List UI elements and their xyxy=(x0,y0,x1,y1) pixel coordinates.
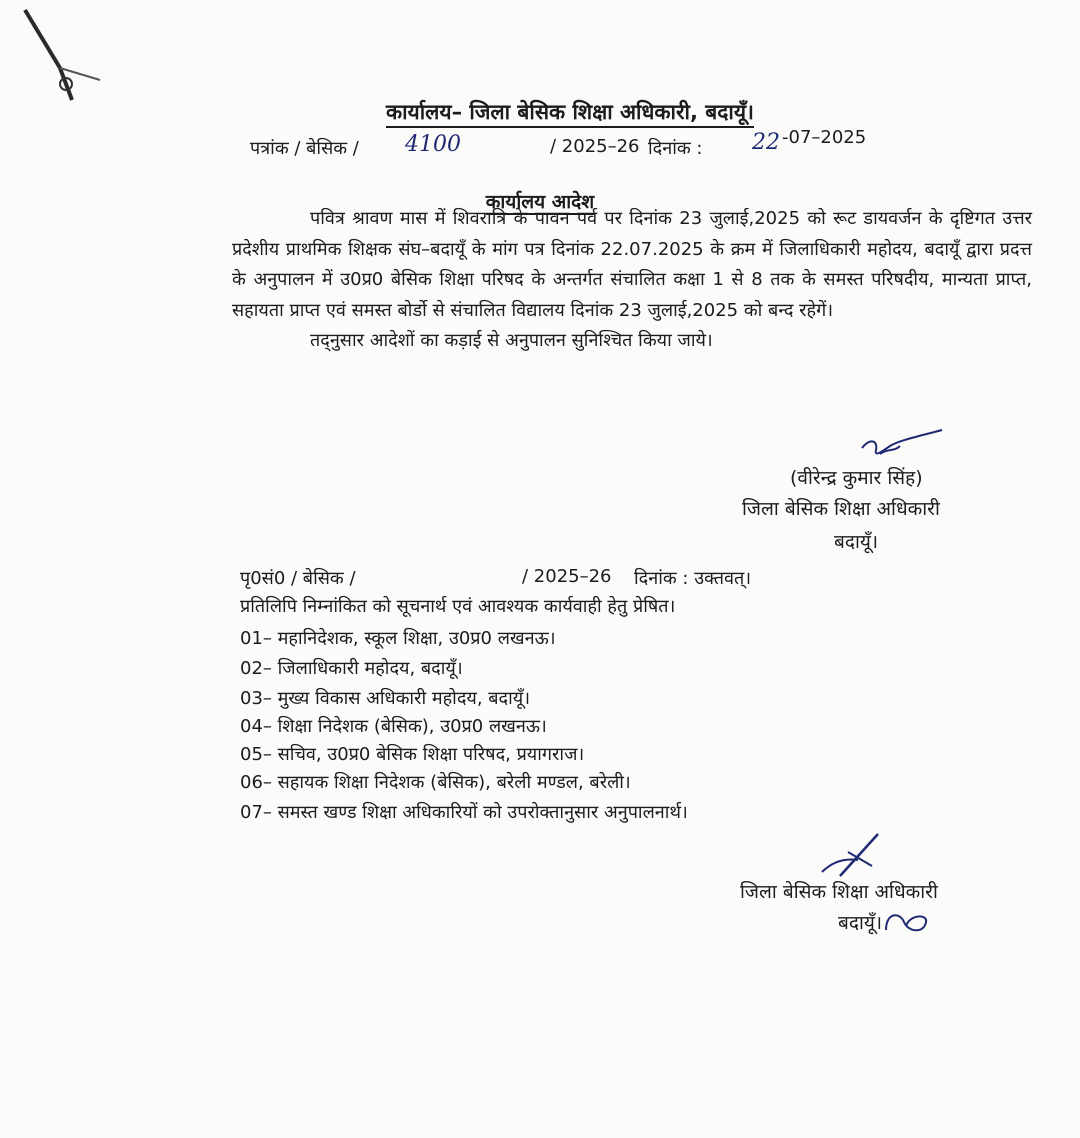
signature-mark-icon xyxy=(860,428,950,468)
closing-place: बदायूँ। xyxy=(838,912,883,934)
pin-mark-icon xyxy=(20,8,110,103)
initial-mark-icon xyxy=(880,908,930,938)
letter-date-rest: -07–2025 xyxy=(782,127,867,148)
copy-list-item: 06– सहायक शिक्षा निदेशक (बेसिक), बरेली मण्डल, बरेली। xyxy=(240,772,631,793)
order-heading: कार्यालय आदेश xyxy=(485,191,595,213)
signatory-name: (वीरेन्द्र कुमार सिंह) xyxy=(790,467,923,489)
letter-date-label: दिनांक : xyxy=(648,138,703,159)
copy-list-item: 05– सचिव, उ0प्र0 बेसिक शिक्षा परिषद, प्रयागराज। xyxy=(240,744,585,765)
copy-list-item: 02– जिलाधिकारी महोदय, बदायूँ। xyxy=(240,658,463,679)
order-compliance: तद्नुसार आदेशों का कड़ाई से अनुपालन सुनिश्चित किया जाये। xyxy=(310,330,713,351)
order-body xyxy=(232,204,1032,357)
signature-mark-icon xyxy=(818,832,888,882)
office-title: कार्यालय– जिला बेसिक शिक्षा अधिकारी, बदायूँ। xyxy=(0,98,1080,126)
order-paragraph: पवित्र श्रावण मास में शिवरात्रि के पावन पर्व पर दिनांक 23 जुलाई,2025 को रूट डायवर्जन के दृष्टिगत उत्तर प्रदेशीय प्राथमिक शिक्षक संघ–बदायूँ के मांग पत्र दिनांक 22.07.2025 के क्रम में जिलाधिकारी महोदय, बदायूँ द्वारा प्रदत्त के अनुपालन में उ0प्र0 बेसिक शिक्षा परिषद के अन्तर्गत संचालित कक्षा 1 से 8 तक के समस्त परिषदीय, मान्यता प्राप्त, सहायता प्राप्त एवं समस्त बोर्डो से संचालित विद्यालय दिनांक 23 जुलाई,2025 को बन्द रहेगें। xyxy=(232,208,1032,321)
closing-designation: जिला बेसिक शिक्षा अधिकारी xyxy=(740,881,938,903)
letter-date-day: 22 xyxy=(752,130,780,155)
copy-list-item: 07– समस्त खण्ड शिक्षा अधिकारियों को उपरोक्तानुसार अनुपालनार्थ। xyxy=(240,802,688,823)
copy-ref-year: / 2025–26 xyxy=(522,566,612,587)
copy-list-item: 04– शिक्षा निदेशक (बेसिक), उ0प्र0 लखनऊ। xyxy=(240,716,547,737)
copy-ref-prefix: पृ0सं0 / बेसिक / xyxy=(240,568,356,589)
copy-list-item: 03– मुख्य विकास अधिकारी महोदय, बदायूँ। xyxy=(240,688,531,709)
signatory-place: बदायूँ। xyxy=(834,531,879,553)
letter-ref-number: 4100 xyxy=(405,132,461,157)
letter-ref-prefix: पत्रांक / बेसिक / xyxy=(250,138,359,159)
copy-list-item: 01– महानिदेशक, स्कूल शिक्षा, उ0प्र0 लखनऊ। xyxy=(240,628,556,649)
signatory-designation: जिला बेसिक शिक्षा अधिकारी xyxy=(742,498,940,520)
copy-date: दिनांक : उक्तवत्। xyxy=(634,568,752,589)
copy-intro: प्रतिलिपि निम्नांकित को सूचनार्थ एवं आवश्यक कार्यवाही हेतु प्रेषित। xyxy=(240,596,676,617)
letter-ref-year: / 2025–26 xyxy=(550,136,640,157)
